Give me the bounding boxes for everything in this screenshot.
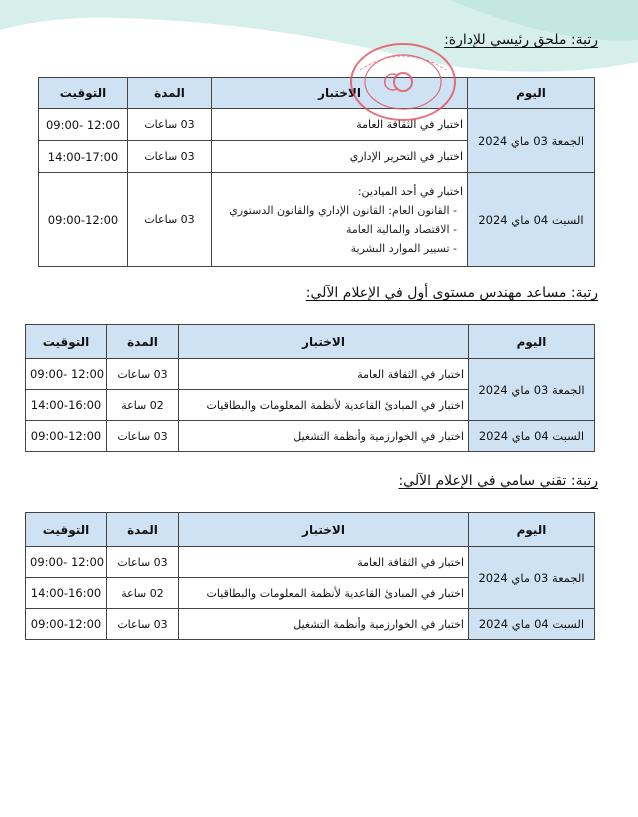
day-cell: الجمعة 03 ماي 2024 [469, 359, 595, 421]
day-cell: السبت 04 ماي 2024 [469, 421, 595, 452]
exam-cell: اختبار في الخوارزمية وأنظمة التشغيل [179, 421, 469, 452]
exam-cell: اختبار في المبادئ القاعدية لأنظمة المعلومات والبطاقيات [179, 390, 469, 421]
duration-cell: 02 ساعة [107, 578, 179, 609]
section-title-assistant-engineer: رتبة: مساعد مهندس مستوى أول في الإعلام الآلي: [305, 285, 598, 301]
header-day: اليوم [468, 78, 595, 109]
exam-cell: اختبار في الثقافة العامة [212, 109, 468, 141]
header-exam: الاختبار [179, 513, 469, 547]
table-row [26, 359, 595, 390]
duration-cell: 03 ساعات [107, 421, 179, 452]
table-header-row [26, 513, 595, 547]
header-time: التوقيت [26, 325, 107, 359]
time-cell: 09:00-12:00 [26, 609, 107, 640]
table-row [26, 547, 595, 578]
duration-cell: 03 ساعات [107, 547, 179, 578]
time-cell: 09:00-12:00 [26, 421, 107, 452]
header-exam: الاختبار [179, 325, 469, 359]
section-title-senior-technician: رتبة: تقني سامي في الإعلام الآلي: [398, 473, 598, 489]
day-cell: السبت 04 ماي 2024 [469, 609, 595, 640]
time-cell: 09:00-12:00 [39, 173, 128, 267]
exam-subitem: - القانون العام: القانون الإداري والقانون الدستوري [216, 201, 463, 220]
table-row [39, 173, 595, 267]
time-cell: 09:00- 12:00 [39, 109, 128, 141]
official-stamp-icon [338, 40, 468, 125]
time-cell: 09:00- 12:00 [26, 547, 107, 578]
duration-cell: 03 ساعات [128, 109, 212, 141]
schedule-table-admin [38, 77, 595, 267]
time-cell: 14:00-17:00 [39, 141, 128, 173]
header-time: التوقيت [39, 78, 128, 109]
time-cell: 09:00- 12:00 [26, 359, 107, 390]
header-day: اليوم [469, 325, 595, 359]
table-row [39, 109, 595, 141]
exam-cell: اختبار في التحرير الإداري [212, 141, 468, 173]
exam-cell: اختبار في الثقافة العامة [179, 547, 469, 578]
table-header-row [26, 325, 595, 359]
exam-main-label: اختبار في أحد الميادين: [357, 184, 463, 198]
header-exam: الاختبار [212, 78, 468, 109]
duration-cell: 03 ساعات [128, 141, 212, 173]
time-cell: 14:00-16:00 [26, 390, 107, 421]
duration-cell: 03 ساعات [107, 359, 179, 390]
header-duration: المدة [128, 78, 212, 109]
exam-subitem: - تسيير الموارد البشرية [216, 239, 463, 258]
exam-cell: اختبار في الثقافة العامة [179, 359, 469, 390]
day-cell: السبت 04 ماي 2024 [468, 173, 595, 267]
day-cell: الجمعة 03 ماي 2024 [468, 109, 595, 173]
duration-cell: 03 ساعات [128, 173, 212, 267]
schedule-table-assistant-engineer [25, 324, 595, 452]
header-time: التوقيت [26, 513, 107, 547]
time-cell: 14:00-16:00 [26, 578, 107, 609]
schedule-table-senior-technician [25, 512, 595, 640]
section-title-admin: رتبة: ملحق رئيسي للإدارة: [444, 32, 598, 48]
table-row [26, 421, 595, 452]
exam-cell [212, 173, 468, 267]
header-day: اليوم [469, 513, 595, 547]
exam-cell: اختبار في المبادئ القاعدية لأنظمة المعلومات والبطاقيات [179, 578, 469, 609]
header-duration: المدة [107, 513, 179, 547]
header-duration: المدة [107, 325, 179, 359]
day-cell: الجمعة 03 ماي 2024 [469, 547, 595, 609]
exam-subitem: - الاقتصاد والمالية العامة [216, 220, 463, 239]
table-header-row [39, 78, 595, 109]
duration-cell: 03 ساعات [107, 609, 179, 640]
duration-cell: 02 ساعة [107, 390, 179, 421]
table-row [26, 609, 595, 640]
exam-cell: اختبار في الخوارزمية وأنظمة التشغيل [179, 609, 469, 640]
